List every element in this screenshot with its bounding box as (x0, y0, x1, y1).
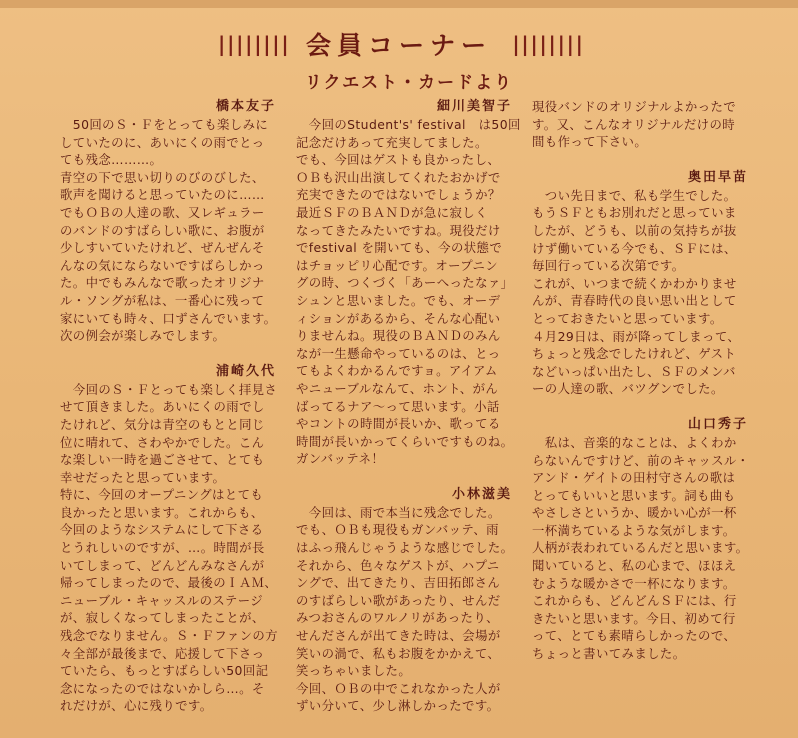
comment-line: ニューブル・キャッスルのステージ (60, 592, 264, 608)
comment-line: でも、今回はゲストも良かったし、 (296, 152, 501, 168)
comment-line: とっておきたいと思っています。 (532, 310, 723, 326)
comment-line: いてしまって、どんどんみなさんが (60, 557, 265, 573)
column-2 (296, 98, 526, 715)
comment-line: ずい分いて、少し淋しかったです。 (296, 698, 500, 714)
author-name: 浦崎久代 (215, 363, 276, 379)
comment-line: らないんですけど、前のキャッスル・ (532, 452, 750, 468)
comment-line: ル・ソングが私は、一番心に残って (60, 292, 265, 308)
comment-line: 歌声を聞けると思っていたのに…… (60, 187, 265, 203)
comment-line: でもＯＢの人達の歌、又レギュラー (60, 204, 265, 220)
comment-line: 次の例会が楽しみでします。 (60, 328, 226, 344)
comment-line: 笑いの渦で、私もお腹をかかえて、 (296, 645, 501, 661)
column-3 (532, 98, 762, 663)
comment-line: もうＳＦともお別れだと思っていま (532, 205, 737, 221)
comment-line: 人柄が表われているんだと思います。 (532, 540, 749, 556)
comment-line: なが一生懸命やっているのは、とっ (296, 345, 501, 361)
comment-line: はふっ飛んじゃうような感じでした。 (296, 540, 514, 556)
comment-line: せて頂きました。あいにくの雨でし (60, 399, 265, 415)
comment-line: つい先日まで、私も学生でした。 (532, 187, 737, 203)
comment-line: とってもいいと思います。詞も曲も (532, 487, 736, 503)
comment-line: 特に、今回のオープニングはとても (60, 487, 264, 503)
comment-line: でfestival を開いても、今の状態で (296, 240, 503, 256)
comment-line: 青空の下で思い切りのびのびした、 (60, 169, 265, 185)
comment-line: 良かったと思います。これからも、 (60, 504, 264, 520)
comment-line: 念になったのではないかしら…。そ (60, 680, 265, 696)
comment-line: 50回のＳ・Ｆをとっても楽しみに (60, 117, 269, 132)
comment-line: 々全部が最後まで、応援して下さっ (60, 645, 265, 661)
comment-line: 一杯満ちているような気がします。 (532, 522, 736, 538)
comment-line: が、寂しくなってしまったことが、 (60, 610, 265, 626)
comment-line: んなの気にならないですばらしかっ (60, 257, 265, 273)
comment-line: みつおさんのワルノリがあったり、 (296, 610, 499, 626)
author-name: 奥田早苗 (687, 169, 748, 185)
author-name: 山口秀子 (687, 416, 748, 432)
comment-line: す。又、こんなオリジナルだけの時 (532, 116, 736, 132)
comment-line: 聞いていると、私の心まで、ほほえ (532, 558, 737, 574)
comment-line: 今回は、雨で本当に残念でした。 (296, 504, 501, 520)
comment-line: た。中でもみんなで歌ったオリジナ (60, 275, 265, 291)
comment-line: これからも、どんどんＳＦには、行 (532, 593, 737, 609)
comment-line: ちょっと書いてみました。 (532, 646, 686, 662)
author-name: 小林滋美 (451, 486, 512, 502)
comment-line: きたいと思います。今日、初めて行 (532, 610, 736, 626)
comment-line: てもよくわかるんですョ。アイアム (296, 363, 498, 379)
comment-line: でも、ＯＢも現役もガンバッテ、雨 (296, 522, 499, 538)
comment-line: 残念でなりません。Ｓ・Ｆファンの方 (60, 628, 278, 644)
comment-line: やニューブルなんて、ホント、がん (296, 380, 499, 396)
comment-line: それから、色々なゲストが、ハプニ (296, 557, 500, 573)
page-title: 会員コーナー (305, 31, 492, 60)
decorative-bars-right: |||||||| (510, 32, 583, 56)
comment-line: これが、いつまで続くかわかりませ (532, 275, 737, 291)
comment-line: ィションがあるから、そんな心配い (296, 310, 501, 326)
page-header (0, 26, 798, 93)
comment-line: 充実できたのではないでしょうか？ (296, 187, 501, 203)
comment-line: 今回、ＯＢの中でこれなかった人が (296, 680, 501, 696)
comment-line: たけれど、気分は青空のもとと同じ (60, 416, 265, 432)
block-spacer (60, 345, 290, 363)
comment-line: のすばらしい歌があったり、せんだ (296, 592, 501, 608)
page-subtitle: リクエスト・カードより (304, 73, 514, 93)
comment-line: 位に晴れて、さわやかでした。こん (60, 434, 265, 450)
block-spacer (532, 398, 762, 416)
comment-line: ばってるナア〜って思います。小話 (296, 398, 500, 414)
comment-line: 最近ＳＦのＢＡＮＤが急に寂しく (296, 204, 488, 220)
comment-line: シュンと思いました。でも、オーデ (296, 292, 501, 308)
title-row (0, 26, 798, 62)
comment-line: 現役バンドのオリジナルよかったで (532, 99, 737, 114)
author-name: 橋本友子 (215, 99, 276, 114)
comment-line: ていたら、もっとすばらしい50回記 (60, 663, 269, 679)
comment-line: ガンバッテネ！ (296, 451, 385, 467)
comment-line: 笑っちゃいました。 (296, 663, 412, 679)
author-name: 細川美智子 (436, 99, 512, 114)
comment-line: していたのに、あいにくの雨でとっ (60, 134, 265, 150)
comment-line: 毎回行っている次第です。 (532, 258, 685, 274)
comment-line: やさしさというか、暖かい心が一杯 (532, 505, 737, 521)
comment-line: れだけが、心に残りです。 (60, 698, 213, 714)
comment-line: ングで、出てきたり、吉田拓郎さん (296, 575, 501, 591)
comment-line: のバンドのすばらしい歌に、お腹が (60, 222, 265, 238)
comment-line: むような暖かさで一杯になります。 (532, 575, 736, 591)
comment-line: 私は、音楽的なことは、よくわか (532, 434, 737, 450)
comment-line: 今回のようなシステムにして下さる (60, 522, 264, 538)
comment-line: 少しすいていたけれど、ぜんぜんそ (60, 240, 265, 256)
comment-line: なってきたみたいですね。現役だけ (296, 222, 501, 238)
top-edge (0, 0, 798, 8)
comment-line: ちょっと残念でしたけれど、ゲスト (532, 346, 737, 362)
comment-line: ても残念………。 (60, 152, 163, 168)
comment-line: せんださんが出てきた時は、会場が (296, 628, 501, 644)
comment-line: 間も作って下さい。 (532, 134, 648, 150)
comment-line: 家にいても時々、口ずさんでいます。 (60, 310, 277, 326)
comment-line: などいっぱい出たし、ＳＦのメンバ (532, 363, 736, 379)
comment-line: って、とても素晴らしかったので、 (532, 628, 737, 644)
comment-line: 帰ってしまったので、最後のＩＡＭ、 (60, 575, 278, 591)
comment-line: 今回のＳ・Ｆとっても楽しく拝見さ (60, 381, 278, 397)
comment-line: けず働いている今でも、ＳＦには、 (532, 240, 737, 256)
comment-line: 記念だけあって充実してました。 (296, 134, 488, 150)
comment-line: アンド・ゲイトの田村守さんの歌は (532, 470, 736, 486)
comment-line: 幸せだったと思っています。 (60, 469, 226, 485)
comment-line: 今回のStudent's' festival は50回 (296, 117, 521, 132)
comment-line: グの時、つくづく「あーへったなァ」 (296, 275, 514, 291)
column-1 (60, 98, 290, 715)
comment-line: したが、どうも、以前の気持ちが抜 (532, 222, 737, 238)
block-spacer (532, 151, 762, 169)
comment-line: な楽しい一時を過ごさせて、とても (60, 452, 265, 468)
comment-line: りませんね。現役のＢＡＮＤのみん (296, 328, 501, 344)
comment-line: ーの人達の歌、バツグンでした。 (532, 381, 724, 397)
comment-line: とうれしいのですが、…。時間が長 (60, 540, 265, 556)
comment-line: んが、青春時代の良い思い出として (532, 293, 737, 309)
comment-line: はチョッピリ心配です。オープニン (296, 257, 499, 273)
comment-line: ＯＢも沢山出演してくれたおかげで (296, 169, 501, 185)
block-spacer (296, 468, 526, 486)
comment-line: 時間が長いかってくらいですものね。 (296, 433, 514, 449)
comment-line: やコントの時間が長いか、歌ってる (296, 416, 501, 432)
decorative-bars-left: |||||||| (215, 32, 288, 56)
comment-line: ４月29日は、雨が降ってしまって、 (532, 328, 741, 344)
